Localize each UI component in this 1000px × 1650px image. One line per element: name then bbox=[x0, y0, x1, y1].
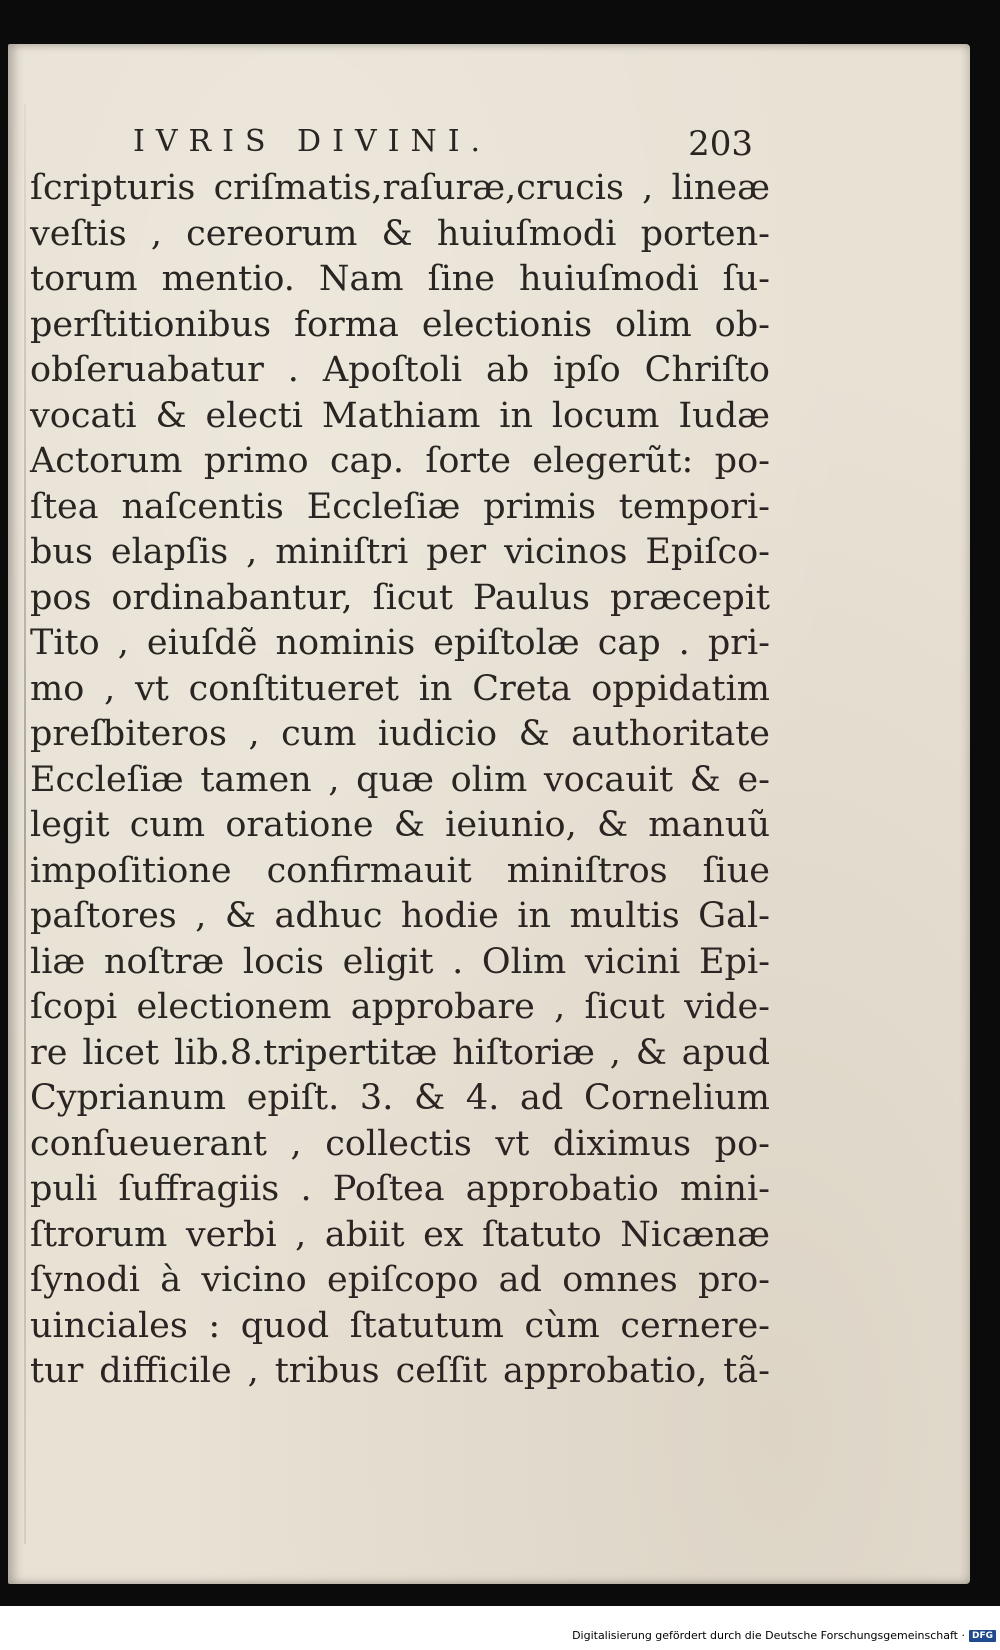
text-line: pos ordinabantur, ſicut Paulus præcepit bbox=[30, 577, 770, 618]
text-line: perſtitionibus forma electionis olim ob- bbox=[30, 304, 770, 345]
text-line: conſueuerant , collectis vt diximus po- bbox=[30, 1123, 770, 1164]
funding-credit bbox=[572, 1629, 996, 1642]
running-head bbox=[133, 124, 753, 164]
text-line: tur difficile , tribus ceſſit approbatio, tã- bbox=[30, 1351, 770, 1391]
body-text bbox=[30, 166, 770, 1395]
text-line: ſcopi electionem approbare , ſicut vide- bbox=[30, 987, 770, 1027]
text-line: uinciales : quod ſtatutum cùm cernere- bbox=[30, 1305, 770, 1346]
text-line: re licet lib.8.tripertitæ hiſtoriæ , & apud bbox=[30, 1032, 770, 1073]
page-gutter-shadow bbox=[24, 104, 26, 1544]
text-line: ſynodi à vicino epiſcopo ad omnes pro- bbox=[30, 1260, 770, 1300]
text-line: Actorum primo cap. ſorte elegerũt: po- bbox=[30, 441, 770, 481]
text-line: preſbiteros , cum iudicio & authoritate bbox=[30, 714, 770, 754]
text-line: puli ſuffragiis . Poſtea approbatio mini- bbox=[30, 1169, 770, 1209]
text-line: torum mentio. Nam ſine huiuſmodi ſu- bbox=[30, 259, 770, 299]
text-line: paſtores , & adhuc hodie in multis Gal- bbox=[30, 896, 770, 936]
text-line: Eccleſiæ tamen , quæ olim vocauit & e- bbox=[30, 759, 770, 800]
funding-credit-text: Digitalisierung gefördert durch die Deutsche Forschungsgemeinschaft · bbox=[572, 1629, 965, 1642]
page-number: 203 bbox=[688, 124, 753, 164]
text-line: ſcripturis criſmatis,raſuræ,crucis , lineæ bbox=[30, 168, 770, 208]
footer-bar bbox=[0, 1606, 1000, 1650]
text-line: Cyprianum epiſt. 3. & 4. ad Cornelium bbox=[30, 1078, 770, 1118]
text-line: Tito , eiuſdẽ nominis epiſtolæ cap . pri- bbox=[30, 623, 770, 663]
dfg-logo: DFG bbox=[969, 1630, 996, 1642]
text-line: impoſitione confirmauit miniſtros ſiue bbox=[30, 850, 770, 891]
text-line: ſtrorum verbi , abiit ex ſtatuto Nicænæ bbox=[30, 1214, 770, 1255]
text-line: liæ noſtræ locis eligit . Olim vicini Epi- bbox=[30, 941, 770, 982]
running-title: IVRIS DIVINI. bbox=[133, 124, 492, 159]
text-line: legit cum oratione & ieiunio, & manuũ bbox=[30, 805, 770, 845]
book-page bbox=[8, 44, 970, 1584]
text-line: bus elapſis , miniſtri per vicinos Epiſco- bbox=[30, 532, 770, 572]
text-line: vocati & electi Mathiam in locum Iudæ bbox=[30, 395, 770, 436]
text-line: mo , vt conſtitueret in Creta oppidatim bbox=[30, 668, 770, 709]
text-line: ſtea naſcentis Eccleſiæ primis tempori- bbox=[30, 486, 770, 527]
text-line: obſeruabatur . Apoſtoli ab ipſo Chriſto bbox=[30, 350, 770, 390]
text-line: veſtis , cereorum & huiuſmodi porten- bbox=[30, 213, 770, 254]
